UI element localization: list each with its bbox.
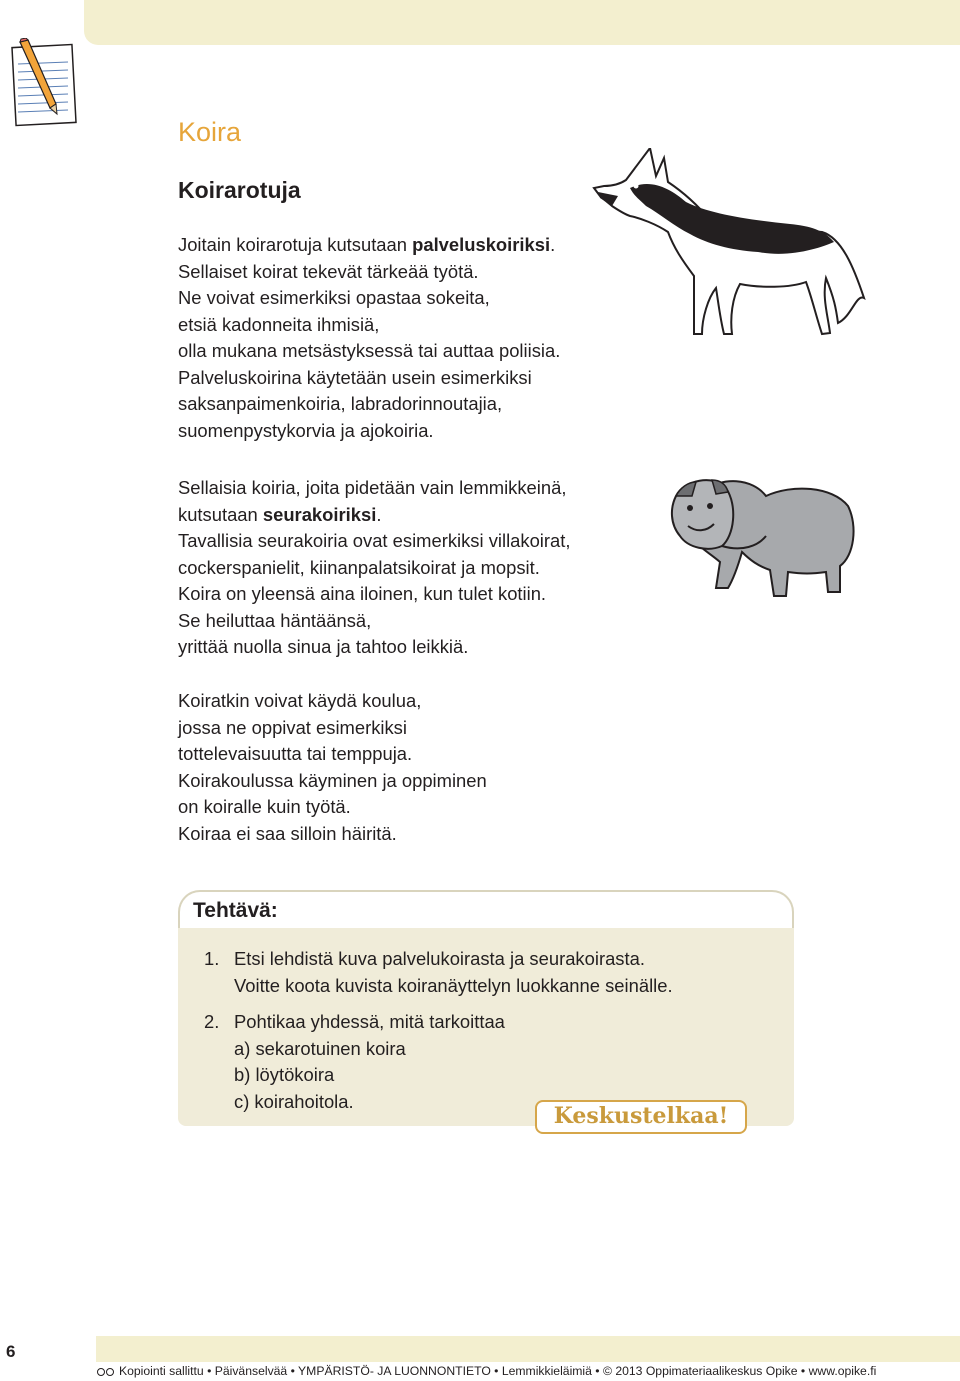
- text-line: Palveluskoirina käytetään usein esimerkiksi: [178, 366, 532, 388]
- pug-illustration: [662, 466, 862, 621]
- text-line: cockerspanielit, kiinanpalatsikoirat ja mopsit.: [178, 556, 540, 578]
- text-line: Koiraa ei saa silloin häiritä.: [178, 822, 397, 844]
- footer-parts: Kopiointi sallittu • Päivänselvää • YMPÄRISTÖ- JA LUONNONTIETO • Lemmikkieläimiä • © 2013 Oppimateriaalikeskus Opike • www.opike.fi: [119, 1364, 877, 1378]
- paragraph-dog-school: [178, 688, 487, 847]
- text-line: yrittää nuolla sinua ja tahtoo leikkiä.: [178, 636, 469, 657]
- footer-band: [96, 1336, 960, 1362]
- text-line: Koira on yleensä aina iloinen, kun tulet kotiin.: [178, 583, 547, 604]
- text-line: jossa ne oppivat esimerkiksi: [178, 716, 407, 738]
- text-line: Joitain koirarotuja kutsutaan palveluskoiriksi.: [178, 234, 556, 255]
- text-line: Ne voivat esimerkiksi opastaa sokeita,: [178, 287, 490, 308]
- task-item-number: 2.: [204, 1011, 220, 1032]
- task-item: [204, 946, 673, 999]
- text-line: on koiralle kuin työtä.: [178, 796, 351, 817]
- task-item-line: c) koirahoitola.: [234, 1090, 354, 1112]
- paragraph-service-dogs: [178, 232, 560, 444]
- text-line: tottelevaisuutta tai temppuja.: [178, 743, 413, 764]
- task-title: Tehtävä:: [193, 899, 278, 922]
- footer-text: [97, 1364, 876, 1378]
- level-circles-icon: [97, 1364, 115, 1378]
- task-item-line: a) sekarotuinen koira: [234, 1037, 406, 1059]
- discuss-badge: Keskustelkaa!: [535, 1100, 747, 1134]
- text-line: Tavallisia seurakoiria ovat esimerkiksi villakoirat,: [178, 530, 571, 551]
- text-line: Sellaiset koirat tekevät tärkeää työtä.: [178, 260, 479, 282]
- section-subtitle: Koirarotuja: [178, 177, 301, 203]
- text-line: kutsutaan seurakoiriksi.: [178, 503, 382, 525]
- top-decorative-band: [84, 0, 960, 45]
- text-line: Koirakoulussa käyminen ja oppiminen: [178, 769, 487, 791]
- task-list: [204, 946, 673, 1115]
- text-line: Koiratkin voivat käydä koulua,: [178, 690, 422, 711]
- paragraph-companion-dogs: [178, 475, 570, 661]
- text-line: Sellaisia koiria, joita pidetään vain lemmikkeinä,: [178, 477, 567, 498]
- page-title: Koira: [178, 117, 242, 147]
- task-item-line: b) löytökoira: [234, 1064, 335, 1085]
- text-line: suomenpystykorvia ja ajokoiria.: [178, 419, 434, 441]
- text-line: saksanpaimenkoiria, labradorinnoutajia,: [178, 393, 503, 414]
- task-item-line: Etsi lehdistä kuva palvelukoirasta ja seurakoirasta.: [234, 948, 645, 969]
- text-line: Se heiluttaa häntäänsä,: [178, 609, 372, 631]
- task-item-line: Pohtikaa yhdessä, mitä tarkoittaa: [234, 1011, 505, 1032]
- text-line: olla mukana metsästyksessä tai auttaa poliisia.: [178, 340, 561, 361]
- task-item-line: Voitte koota kuvista koiranäyttelyn luokkanne seinälle.: [234, 974, 673, 996]
- page-number: 6: [6, 1342, 16, 1361]
- notepad-pencil-icon: [6, 38, 86, 130]
- text-line: etsiä kadonneita ihmisiä,: [178, 313, 380, 335]
- task-item-number: 1.: [204, 948, 220, 969]
- german-shepherd-illustration: [590, 148, 870, 343]
